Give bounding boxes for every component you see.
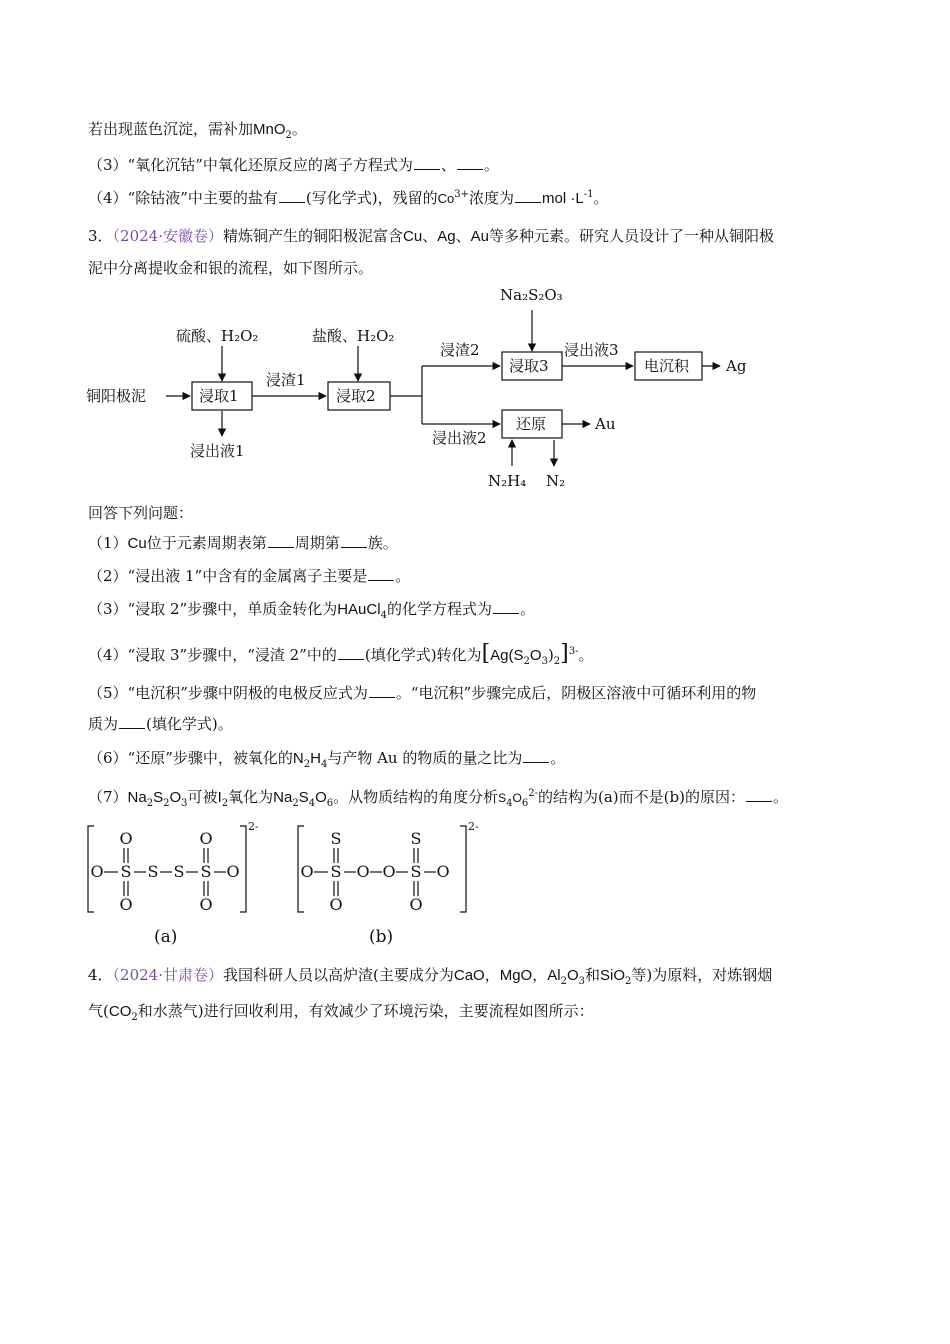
product-n2: N₂: [546, 472, 566, 490]
formula: MgO: [499, 967, 533, 984]
question-4-stem-cont: [88, 1000, 868, 1023]
text: 。: [483, 156, 499, 174]
answer-prompt: [88, 502, 868, 524]
box-leach-3-label: 浸取3: [509, 357, 549, 375]
text: 。: [578, 646, 594, 664]
text: 氧化为: [228, 788, 274, 806]
charge-label-b: 2-: [468, 820, 479, 833]
text: (填化学式)。: [146, 715, 233, 733]
structure-label-a: (a): [154, 927, 178, 947]
formula: O: [169, 789, 182, 806]
subscript: 2: [131, 1012, 138, 1023]
subscript: 4: [308, 798, 316, 809]
subquestion-1: [88, 532, 868, 555]
formula: H: [310, 750, 321, 767]
atom-o: O: [382, 862, 396, 881]
text: 位于元素周期表第: [146, 534, 267, 552]
subscript: 2: [625, 976, 632, 987]
subscript: 6: [326, 798, 334, 809]
arrow-leachate-2: 浸出液2: [432, 429, 487, 447]
atom-s: S: [330, 829, 342, 848]
text: （1）: [88, 534, 128, 552]
text: （6）“还原”步骤中，被氧化的: [88, 749, 293, 767]
text: 。: [593, 189, 609, 207]
atom-s: S: [330, 862, 342, 881]
answer-blank[interactable]: [368, 566, 394, 581]
subquestion-7: [88, 786, 868, 809]
unit: mol ·L: [542, 190, 584, 207]
subquestion-5-cont: [88, 713, 868, 735]
question-3-stem: [88, 225, 868, 248]
arrow-leachate-3: 浸出液3: [564, 341, 619, 359]
text: 。: [395, 567, 411, 585]
subscript: 2: [285, 130, 292, 141]
question-part-4: [88, 187, 868, 210]
subscript: 2: [523, 656, 530, 667]
arrow-residue-2: 浸渣2: [440, 341, 480, 359]
box-reduction-label: 还原: [516, 415, 547, 433]
subquestion-4: [88, 643, 868, 667]
output-leachate-1: 浸出液1: [190, 442, 245, 460]
box-electrodeposit-label: 电沉积: [644, 357, 690, 375]
text: （4）“浸取 3”步骤中，“浸渣 2”中的: [88, 646, 337, 664]
formula: CaO: [453, 967, 485, 984]
text: 质为: [88, 715, 119, 733]
atom-o: O: [356, 862, 370, 881]
subscript: 2: [560, 976, 567, 987]
formula: O: [529, 647, 542, 664]
atom-o: O: [300, 862, 314, 881]
question-source: （2024·甘肃卷）: [112, 966, 223, 984]
reagent-n2h4: N₂H₄: [488, 472, 527, 490]
atom-s: S: [200, 862, 212, 881]
formula: Cu: [127, 535, 147, 552]
formula: Al: [547, 967, 561, 984]
formula: O: [512, 791, 522, 805]
atom-s: S: [120, 862, 132, 881]
formula: Na: [127, 789, 147, 806]
text: 、: [455, 227, 471, 245]
superscript: 2-: [528, 788, 538, 799]
reagent-na2s2o3: Na₂S₂O₃: [500, 286, 563, 304]
formula: Co: [437, 191, 455, 206]
text: (写化学式)，残留的: [305, 189, 438, 207]
text: 、: [440, 156, 456, 174]
answer-blank[interactable]: [279, 188, 305, 203]
text: (填化学式)转化为: [364, 646, 482, 664]
subscript: 3: [578, 976, 586, 987]
subscript: 2: [303, 759, 311, 770]
question-3-stem-cont: [88, 257, 868, 279]
subscript: 2: [553, 656, 561, 667]
box-leach-1-label: 浸取1: [199, 387, 239, 405]
subscript: 3: [181, 798, 188, 809]
answer-blank[interactable]: [369, 683, 395, 698]
subscript: 2: [163, 798, 170, 809]
subscript: 3: [541, 656, 548, 667]
text: 等多种元素。研究人员设计了一种从铜阳极: [488, 227, 774, 245]
formula: O: [315, 789, 327, 806]
reagent-hcl-h2o2: 盐酸、H₂O₂: [312, 327, 395, 345]
subquestion-5: [88, 682, 868, 704]
text: 若出现蓝色沉淀，需补加: [88, 120, 254, 138]
text: 回答下列问题：: [88, 504, 194, 522]
process-flow-diagram: [80, 278, 780, 498]
text: 与产物 Au 的物质的量之比为: [327, 749, 523, 767]
atom-o: O: [90, 862, 104, 881]
question-source: （2024·安徽卷）: [112, 227, 223, 245]
text: 可被: [187, 788, 218, 806]
text: 。: [550, 749, 566, 767]
answer-blank[interactable]: [746, 787, 772, 802]
atom-o: O: [119, 829, 133, 848]
atom-o: O: [226, 862, 240, 881]
answer-blank[interactable]: [414, 155, 440, 170]
text: 我国科研人员以高炉渣(主要成分为: [223, 966, 454, 984]
text: （3）“浸取 2”步骤中，单质金转化为: [88, 600, 338, 618]
formula: I: [217, 789, 222, 806]
formula: Ag: [437, 228, 456, 245]
text: 、: [422, 227, 438, 245]
subscript: 4: [506, 798, 513, 809]
atom-o: O: [329, 895, 343, 914]
subscript: 2: [221, 798, 229, 809]
atom-o: O: [436, 862, 450, 881]
formula: HAuCl: [337, 601, 381, 618]
subquestion-6: [88, 747, 868, 770]
text: 气(: [88, 1002, 109, 1020]
text: 的结构为(a)而不是(b)的原因：: [538, 788, 745, 806]
reagent-sulfuric-h2o2: 硫酸、H₂O₂: [176, 327, 259, 345]
text-line-mno2: [88, 118, 868, 141]
answer-blank[interactable]: [119, 714, 145, 729]
structure-diagrams: [80, 818, 500, 950]
atom-s: S: [173, 862, 185, 881]
atom-s: S: [147, 862, 159, 881]
atom-s: S: [410, 862, 422, 881]
superscript: 3-: [568, 646, 579, 657]
subquestion-3: [88, 598, 868, 621]
text: （2）“浸出液 1”中含有的金属离子主要是: [88, 567, 368, 585]
subscript: 4: [380, 610, 387, 621]
text: 。: [772, 788, 788, 806]
text: 的化学方程式为: [386, 600, 492, 618]
bracket-open: [: [481, 641, 491, 666]
atom-o: O: [199, 829, 213, 848]
text: 。: [291, 120, 307, 138]
text: 精炼铜产生的铜阳极泥富含: [223, 227, 404, 245]
arrow-residue-1: 浸渣1: [266, 371, 306, 389]
formula: N: [292, 750, 304, 767]
question-number: 4．: [88, 966, 113, 984]
product-au: Au: [595, 415, 616, 433]
text: 和: [585, 966, 601, 984]
answer-blank[interactable]: [493, 599, 519, 614]
text: 。从物质结构的角度分析: [333, 788, 499, 806]
text: 周期第: [294, 534, 340, 552]
formula: S: [498, 791, 507, 805]
subscript: 6: [521, 798, 529, 809]
subscript: 2: [292, 798, 299, 809]
formula: CO: [108, 1003, 132, 1020]
answer-blank[interactable]: [457, 155, 483, 170]
atom-s: S: [410, 829, 422, 848]
text: （5）“电沉积”步骤中阴极的电极反应式为: [88, 684, 368, 702]
text: 泥中分离提收金和银的流程，如下图所示。: [88, 259, 374, 277]
formula: MnO: [253, 121, 286, 138]
answer-blank[interactable]: [268, 533, 294, 548]
text: ，: [532, 966, 548, 984]
formula: O: [566, 967, 579, 984]
text: （3）“氧化沉钴”中氧化还原反应的离子方程式为: [88, 156, 413, 174]
atom-o: O: [119, 895, 133, 914]
answer-blank[interactable]: [523, 748, 549, 763]
answer-blank[interactable]: [338, 645, 364, 660]
text: 浓度为: [468, 189, 514, 207]
charge-label-a: 2-: [248, 820, 259, 833]
start-material: 铜阳极泥: [86, 387, 147, 405]
superscript: -1: [583, 189, 594, 200]
structure-label-b: (b): [369, 927, 394, 947]
text: （7）: [88, 788, 128, 806]
answer-blank[interactable]: [515, 188, 541, 203]
formula: Na: [273, 789, 293, 806]
text: 等)为原料，对炼钢烟: [631, 966, 773, 984]
subscript: 4: [320, 759, 328, 770]
formula: S: [298, 789, 309, 806]
formula: Ag(S: [490, 647, 524, 664]
text: ，: [484, 966, 500, 984]
formula: Au: [470, 228, 489, 245]
box-leach-2-label: 浸取2: [336, 387, 376, 405]
formula: SiO: [600, 967, 626, 984]
question-4-stem: [88, 964, 868, 987]
product-ag: Ag: [726, 357, 747, 375]
superscript: 3+: [454, 189, 469, 200]
question-number: 3．: [88, 227, 113, 245]
question-part-3: [88, 154, 868, 176]
atom-o: O: [409, 895, 423, 914]
text: （4）“除钴液”中主要的盐有: [88, 189, 278, 207]
formula: Cu: [403, 228, 423, 245]
text: 。: [519, 600, 535, 618]
paren-close: ): [547, 646, 554, 664]
subscript: 2: [146, 798, 154, 809]
answer-blank[interactable]: [341, 533, 367, 548]
text: 族。: [367, 534, 398, 552]
text: 。“电沉积”步骤完成后，阴极区溶液中可循环利用的物: [395, 684, 757, 702]
text: 和水蒸气)进行回收利用，有效减少了环境污染，主要流程如图所示：: [137, 1002, 594, 1020]
atom-o: O: [199, 895, 213, 914]
subquestion-2: [88, 565, 868, 587]
formula: S: [153, 789, 164, 806]
bracket-close: ]: [560, 641, 569, 666]
